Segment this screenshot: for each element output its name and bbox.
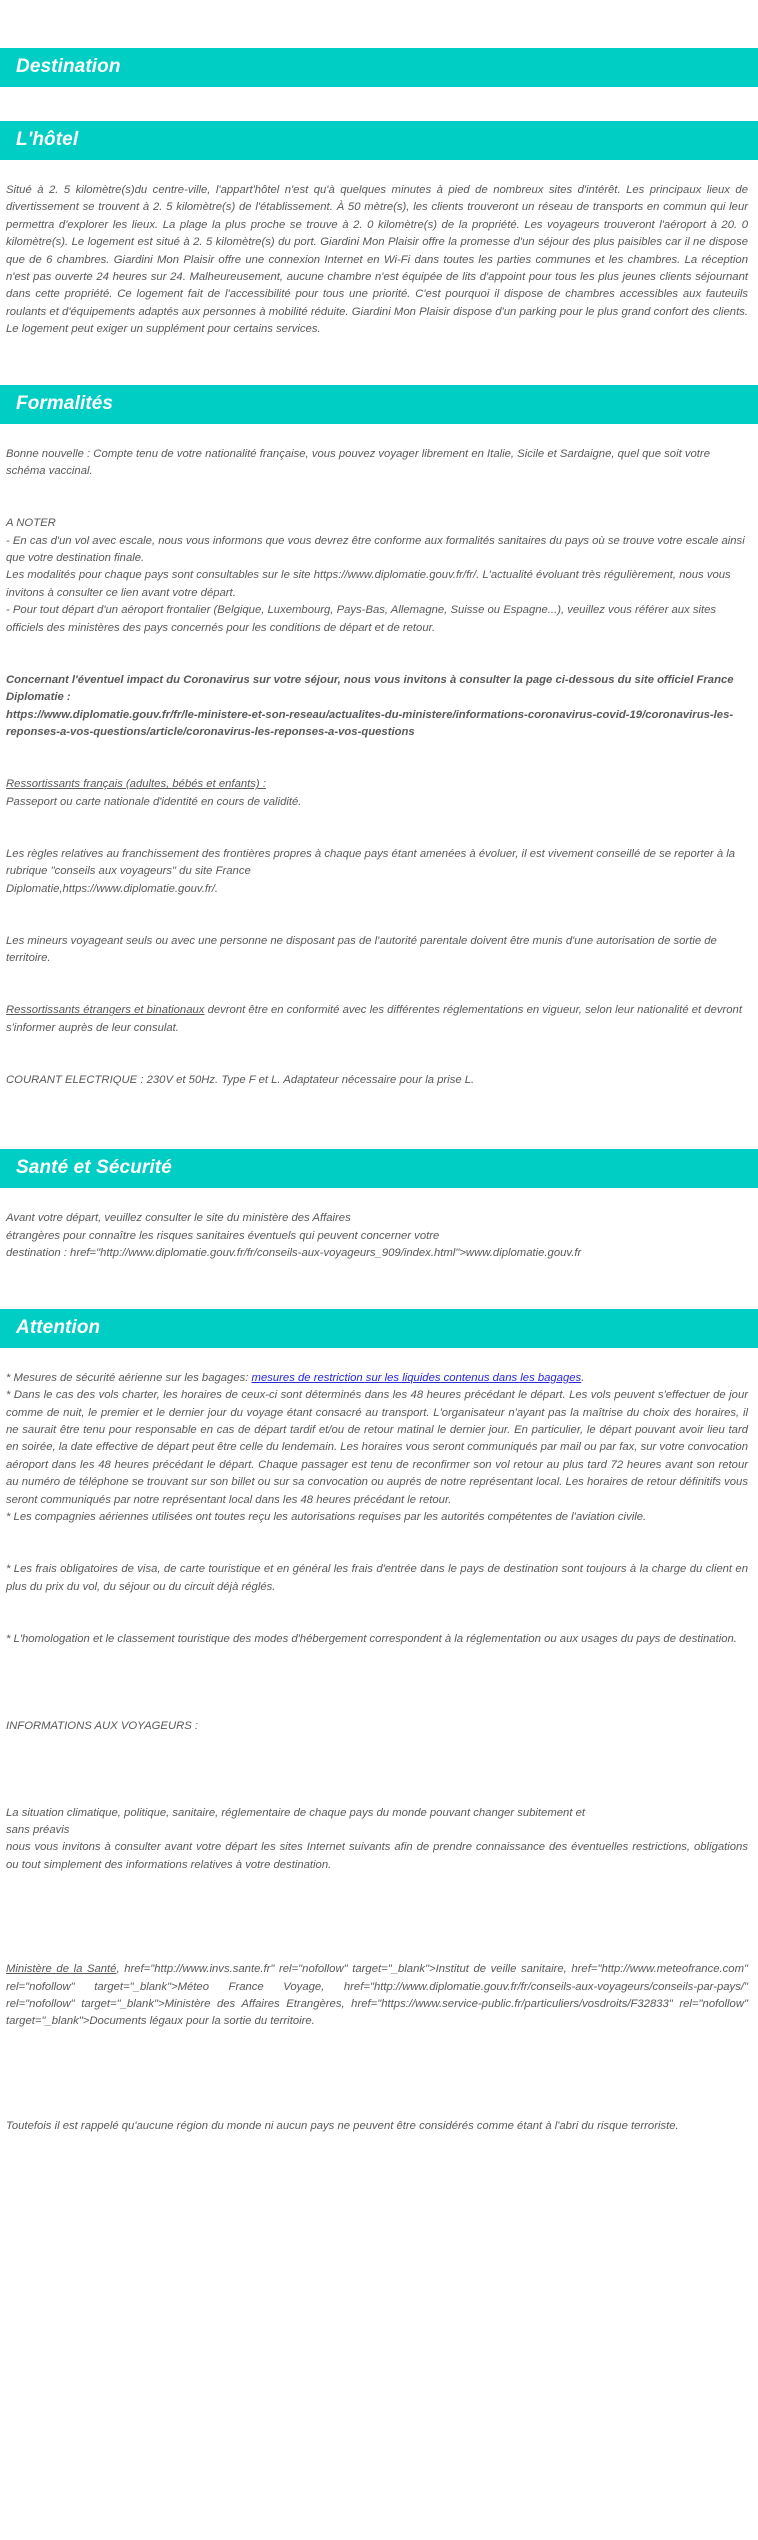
gap-before-formalites	[0, 339, 758, 385]
blank-line	[6, 1055, 748, 1072]
formalites-ressortissants-etr-label: Ressortissants étrangers et binationaux	[6, 1004, 205, 1017]
formalites-mineurs: Les mineurs voyageant seuls ou avec une personne ne disposant pas de l'autorité parentale doivent être munis d'une autorisation de sortie de territoire.	[6, 934, 717, 965]
formalites-regles-frontieres: Les règles relatives au franchissement des frontières propres à chaque pays étant amenées à évoluer, il est vivement conseillé de se reporter à la rubrique "conseils aux voyageurs" du site France	[6, 847, 736, 878]
attention-bagages-suffix: .	[581, 1371, 585, 1384]
blank-line	[6, 985, 748, 1002]
attention-situation-line-2: sans préavis	[6, 1824, 70, 1837]
formalites-coronavirus-url[interactable]: https://www.diplomatie.gouv.fr/fr/le-ministere-et-son-reseau/actualites-du-ministere/informations-coronavirus-covid-19/coronavirus-les-reponses-a-vos-questions/article/coronavirus-les-reponses-a-vos-questions	[6, 708, 734, 739]
section-header-attention: Attention	[0, 1309, 758, 1348]
section-header-formalites: Formalités	[0, 385, 758, 424]
formalites-modalites: Les modalités pour chaque pays sont consultables sur le site https://www.diplomatie.gouv.fr/fr/. L'actualité évoluant très régulièrement, nous vous invitons à consulter ce lien avant votre départ.	[6, 569, 731, 599]
blank-line	[6, 2048, 748, 2065]
blank-line	[6, 1683, 748, 1700]
blank-line	[6, 2083, 748, 2100]
attention-charter: * Dans le cas des vols charter, les horaires de ceux-ci sont déterminés dans les 48 heures précédant le départ. Les vols peuvent s'effectuer de jour comme de nuit, le premier et le dernier jour du voyage étant consacré au transport. L'organisateur n'ayant pas la maîtrise du choix des horaires, il ne saurait être tenu pour responsable en cas de départ tardif et/ou de retour matinal le dernier jour. En particulier, le départ pouvant avoir lieu tard en soirée, la date effective de départ peut être celle du lendemain. Les horaires vous seront communiqués par mail ou par fax, sur votre convocation aéroport dans les 48 heures précédant le départ. Chaque passager est tenu de reconfirmer son vol retour au plus tard 72 heures avant son retour au numéro de téléphone se trouvant sur son billet ou sur sa convocation ou auprés de notre représentant local. Les horaires de retour définitifs vous seront communiqués par notre représentant local dans les 48 heures précédant le retour.	[6, 1389, 748, 1506]
hotel-body	[0, 182, 758, 339]
attention-body	[0, 1370, 758, 2136]
blank-line	[6, 1700, 748, 1717]
blank-line	[6, 759, 748, 776]
attention-bagages-prefix: * Mesures de sécurité aérienne sur les bagages:	[6, 1371, 252, 1384]
attention-situation-line-3: nous vous invitons à consulter avant votre départ les sites Internet suivants afin de prendre connaissance des éventuelles restrictions, obligations ou tout simplement des informations relatives à votre destination.	[6, 1841, 748, 1871]
blank-line	[6, 637, 748, 654]
blank-line	[6, 1909, 748, 1926]
section-header-destination: Destination	[0, 48, 758, 87]
formalites-bullet-frontalier: - Pour tout départ d'un aéroport frontalier (Belgique, Luxembourg, Pays-Bas, Allemagne, Suisse ou Espagne...), veuillez vous référer aux sites officiels des ministères des pays concernés pour les conditions de départ et de retour.	[6, 604, 717, 634]
blank-line	[6, 2031, 748, 2048]
gap-after-hotel-header	[0, 160, 758, 182]
attention-situation-line-1: La situation climatique, politique, sanitaire, réglementaire de chaque pays du monde pouvant changer subitement et	[6, 1806, 586, 1819]
blank-line	[6, 1874, 748, 1891]
gap-after-sante-header	[0, 1188, 758, 1210]
baggage-liquids-link[interactable]: mesures de restriction sur les liquides contenus dans les bagages	[251, 1371, 582, 1384]
blank-line	[6, 1544, 748, 1561]
section-header-sante-securite: Santé et Sécurité	[0, 1149, 758, 1188]
blank-line	[6, 1787, 748, 1804]
blank-line	[6, 654, 748, 671]
blank-line	[6, 1596, 748, 1613]
blank-line	[6, 968, 748, 985]
attention-terrorisme: Toutefois il est rappelé qu'aucune région du monde ni aucun pays ne peuvent être considérés comme étant à l'abri du risque terroriste.	[6, 2119, 679, 2132]
sante-line-1: Avant votre départ, veuillez consulter le site du ministère des Affaires	[6, 1212, 351, 1225]
blank-line	[6, 828, 748, 845]
blank-line	[6, 1648, 748, 1665]
formalites-coronavirus-intro: Concernant l'éventuel impact du Coronavirus sur votre séjour, nous vous invitons à consulter la page ci-dessous du site officiel France Diplomatie :	[6, 673, 734, 704]
blank-line	[6, 1944, 748, 1961]
formalites-courant-electrique: COURANT ELECTRIQUE : 230V et 50Hz. Type F et L. Adaptateur nécessaire pour la prise L.	[6, 1074, 475, 1087]
formalites-ressortissants-fr-text: Passeport ou carte nationale d'identité en cours de validité.	[6, 795, 302, 808]
blank-line	[6, 811, 748, 828]
blank-line	[6, 1526, 748, 1543]
formalites-body	[0, 446, 758, 1090]
blank-line	[6, 1752, 748, 1769]
blank-line	[6, 1666, 748, 1683]
formalites-ressortissants-fr-label: Ressortissants français (adultes, bébés et enfants) :	[6, 778, 266, 791]
sante-line-2: étrangères pour connaître les risques sanitaires éventuels qui peuvent concerner votre	[6, 1229, 440, 1242]
hotel-paragraph: Situé à 2. 5 kilomètre(s)du centre-ville, l'appart'hôtel n'est qu'à quelques minutes à pied de nombreux sites d'intérêt. Les principaux lieux de divertissement se trouvent à 2. 5 kilomètre(s) de l'établissement. À 50 mètre(s), les clients trouveront un réseau de transports en commun qui leur permettra d'explorer les lieux. La plage la plus proche se trouve à 2. 0 kilomètre(s) de la propriété. Les voyageurs trouveront l'aéroport à 20. 0 kilomètre(s). Le logement est situé à 2. 5 kilomètre(s) du port. Giardini Mon Plaisir offre la promesse d'un séjour des plus paisibles car il ne dispose que de 6 chambres. Giardini Mon Plaisir offre une connexion Internet en Wi-Fi dans toutes les parties communes et les chambres. La réception n'est pas ouverte 24 heures sur 24. Malheureusement, aucune chambre n'est équipée de lits d'appoint pour tous les plus jeunes clients séjournant dans cette propriété. Ce logement fait de l'accessibilité pour tous une priorité. C'est pourquoi il dispose de chambres accessibles aux fauteuils roulants et d'équipements adaptés aux personnes à mobilité réduite. Giardini Mon Plaisir dispose d'un parking pour le plus grand confort des clients. Le logement peut exiger un supplément pour certains services.	[6, 184, 748, 336]
attention-infos-voyageurs-label: INFORMATIONS AUX VOYAGEURS :	[6, 1719, 199, 1732]
section-header-hotel: L'hôtel	[0, 121, 758, 160]
blank-line	[6, 1735, 748, 1752]
blank-line	[6, 480, 748, 497]
top-spacer	[0, 0, 758, 48]
formalites-ressortissants-etrangers	[6, 1002, 748, 1037]
blank-line	[6, 1770, 748, 1787]
sante-line-3[interactable]: destination : href="http://www.diplomatie.gouv.fr/fr/conseils-aux-voyageurs_909/index.html">www.diplomatie.gouv.fr	[6, 1247, 582, 1260]
ministere-sante-link[interactable]: Ministère de la Santé	[6, 1963, 117, 1976]
attention-compagnies: * Les compagnies aériennes utilisées ont toutes reçu les autorisations requises par les autorités compétentes de l'aviation civile.	[6, 1510, 647, 1523]
attention-bagages-line	[6, 1370, 748, 1387]
blank-line	[6, 742, 748, 759]
formalites-regles-frontieres-url[interactable]: Diplomatie,https://www.diplomatie.gouv.fr/.	[6, 882, 219, 895]
blank-line	[6, 1037, 748, 1054]
sante-body	[0, 1210, 758, 1262]
formalites-bullet-escale: - En cas d'un vol avec escale, nous vous informons que vous devrez être conforme aux formalités sanitaires du pays où se trouve votre escale ainsi que votre destination finale.	[6, 534, 745, 565]
formalites-a-noter-label: A NOTER	[6, 517, 56, 530]
gap-after-attention-header	[0, 1348, 758, 1370]
blank-line	[6, 1926, 748, 1943]
blank-line	[6, 2100, 748, 2117]
blank-line	[6, 498, 748, 515]
blank-line	[6, 2066, 748, 2083]
gap-after-destination	[0, 87, 758, 121]
attention-frais: * Les frais obligatoires de visa, de carte touristique et en général les frais d'entrée dans le pays de destination sont toujours à la charge du client en plus du prix du vol, du séjour ou du circuit déjà réglés.	[6, 1563, 748, 1593]
gap-before-sante	[0, 1089, 758, 1149]
attention-homologation: * L'homologation et le classement touristique des modes d'hébergement correspondent à la réglementation ou aux usages du pays de destination.	[6, 1632, 737, 1645]
attention-links-block-body: , href="http://www.invs.sante.fr" rel="nofollow" target="_blank">Institut de veille sanitaire, href="http://www.meteofrance.com" rel="nofollow" target="_blank">Méteo France Voyage, href="http://www.diplomatie.gouv.fr/fr/conseils-aux-voyageurs/conseils-par-pays/" rel="nofollow" target="_blank">Ministère des Affaires Etrangères, href="https://www.service-public.fr/particuliers/vosdroits/F32833" rel="nofollow" target="_blank">Documents légaux pour la sortie du territoire.	[6, 1963, 748, 2028]
blank-line	[6, 915, 748, 932]
gap-after-formalites-header	[0, 424, 758, 446]
blank-line	[6, 1613, 748, 1630]
gap-before-attention	[0, 1263, 758, 1309]
blank-line	[6, 898, 748, 915]
formalites-ressortissants-etr-text: devront être en conformité avec les différentes réglementations en vigueur, selon leur nationalité et devront s'informer auprès de leur consulat.	[6, 1004, 742, 1034]
formalites-intro: Bonne nouvelle : Compte tenu de votre nationalité française, vous pouvez voyager librement en Italie, Sicile et Sardaigne, quel que soit votre schéma vaccinal.	[6, 447, 710, 478]
blank-line	[6, 1892, 748, 1909]
attention-links-block	[6, 1961, 748, 2031]
